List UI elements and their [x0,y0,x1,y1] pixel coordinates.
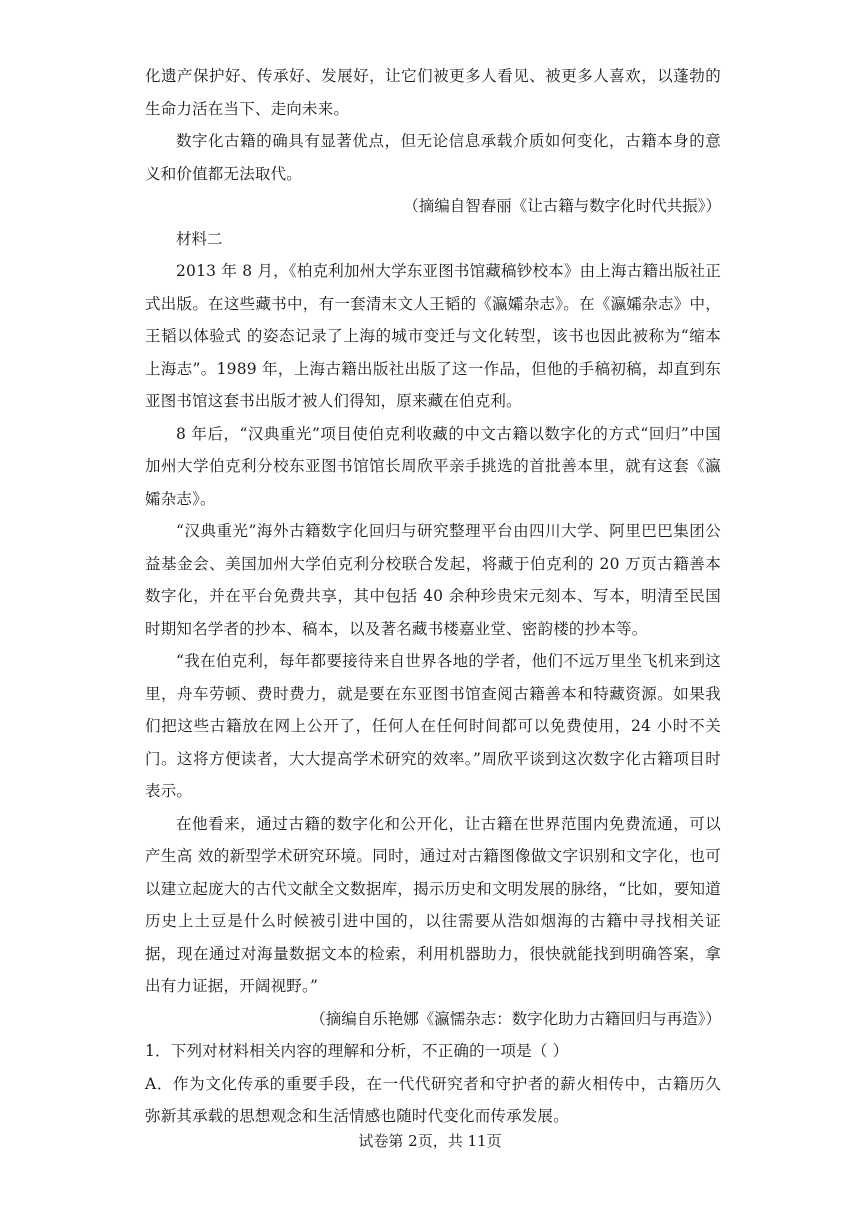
material2-source: （摘编自乐艳娜《瀛懦杂志：数字化助力古籍回归与再造》） [310,1009,721,1028]
material2-paragraph-1: 2013 年 8 月，《柏克利加州大学东亚图书馆藏稿钞校本》由上海古籍出版社正式出版。在这些藏书中，有一套清末文人王韬的《瀛孀杂志》。在《瀛孀杂志》中，王韬以体验式 的姿态记录了上海的城市变迁与文化转型，该书也因此被称为“缩本上海志”。1989 年，上海古籍出版社出版了这一作品，但他的手稿初稿，却直到东亚图书馆这套书出版才被人们得知，原来藏在伯克利。 [145,262,721,410]
material2-paragraph-4: “我在伯克利，每年都要接待来自世界各地的学者，他们不远万里坐飞机来到这里，舟车劳顿、费时费力，就是要在东亚图书馆查阅古籍善本和特藏资源。如果我们把这些古籍放在网上公开了，任何人在任何时间都可以免费使用，24 小时不关门。这将方便读者，大大提高学术研究的效率。”周欣平谈到这次数字化古籍项目时表示。 [145,652,721,800]
material1-source: （摘编自智春丽《让古籍与数字化时代共振》） [403,197,721,215]
question-1-stem: 1．下列对材料相关内容的理解和分析，不正确的一项是（ ） [145,1042,569,1060]
material2-paragraph-5: 在他看来，通过古籍的数字化和公开化，让古籍在世界范围内免费流通，可以产生高 效的新型学术研究环境。同时，通过对古籍图像做文字识别和文字化，也可以建立起庞大的古代文献全文数据库，揭示历史和文明发展的脉络，“比如，要知道历史上土豆是什么时候被引进中国的，以往需要从浩如烟海的古籍中寻找相关证据，现在通过对海量数据文本的检索，利用机器助力，很快就能找到明确答案，拿出有力证据，开阔视野。” [145,814,721,995]
material2-paragraph-2: 8 年后，“汉典重光”项目使伯克利收藏的中文古籍以数字化的方式“回归”中国加州大学伯克利分校东亚图书馆馆长周欣平亲手挑选的首批善本里，就有这套《瀛孀杂志》。 [145,424,721,508]
document-body [145,60,721,1133]
material1-paragraph-conclusion: 数字化古籍的确具有显著优点，但无论信息承载介质如何变化，古籍本身的意义和价值都无法取代。 [145,132,721,183]
material1-paragraph-tail: 化遗产保护好、传承好、发展好，让它们被更多人看见、被更多人喜欢，以蓬勃的生命力活在当下、走向未来。 [145,67,721,118]
material2-heading: 材料二 [176,229,223,248]
page-footer: 试卷第 2页，共 11页 [358,1132,502,1150]
question-1-option-a: A．作为文化传承的重要手段，在一代代研究者和守护者的薪火相传中，古籍历久弥新其承载的思想观念和生活情感也随时代变化而传承发展。 [145,1074,721,1125]
material2-paragraph-3: “汉典重光”海外古籍数字化回归与研究整理平台由四川大学、阿里巴巴集团公益基金会、美国加州大学伯克利分校联合发起，将藏于伯克利的 20 万页古籍善本数字化，并在平台免费共享，其中包括 40 余种珍贵宋元刻本、写本，明清至民国时期知名学者的抄本、稿本，以及著名藏书楼嘉业堂、密韵楼的抄本等。 [145,522,721,638]
